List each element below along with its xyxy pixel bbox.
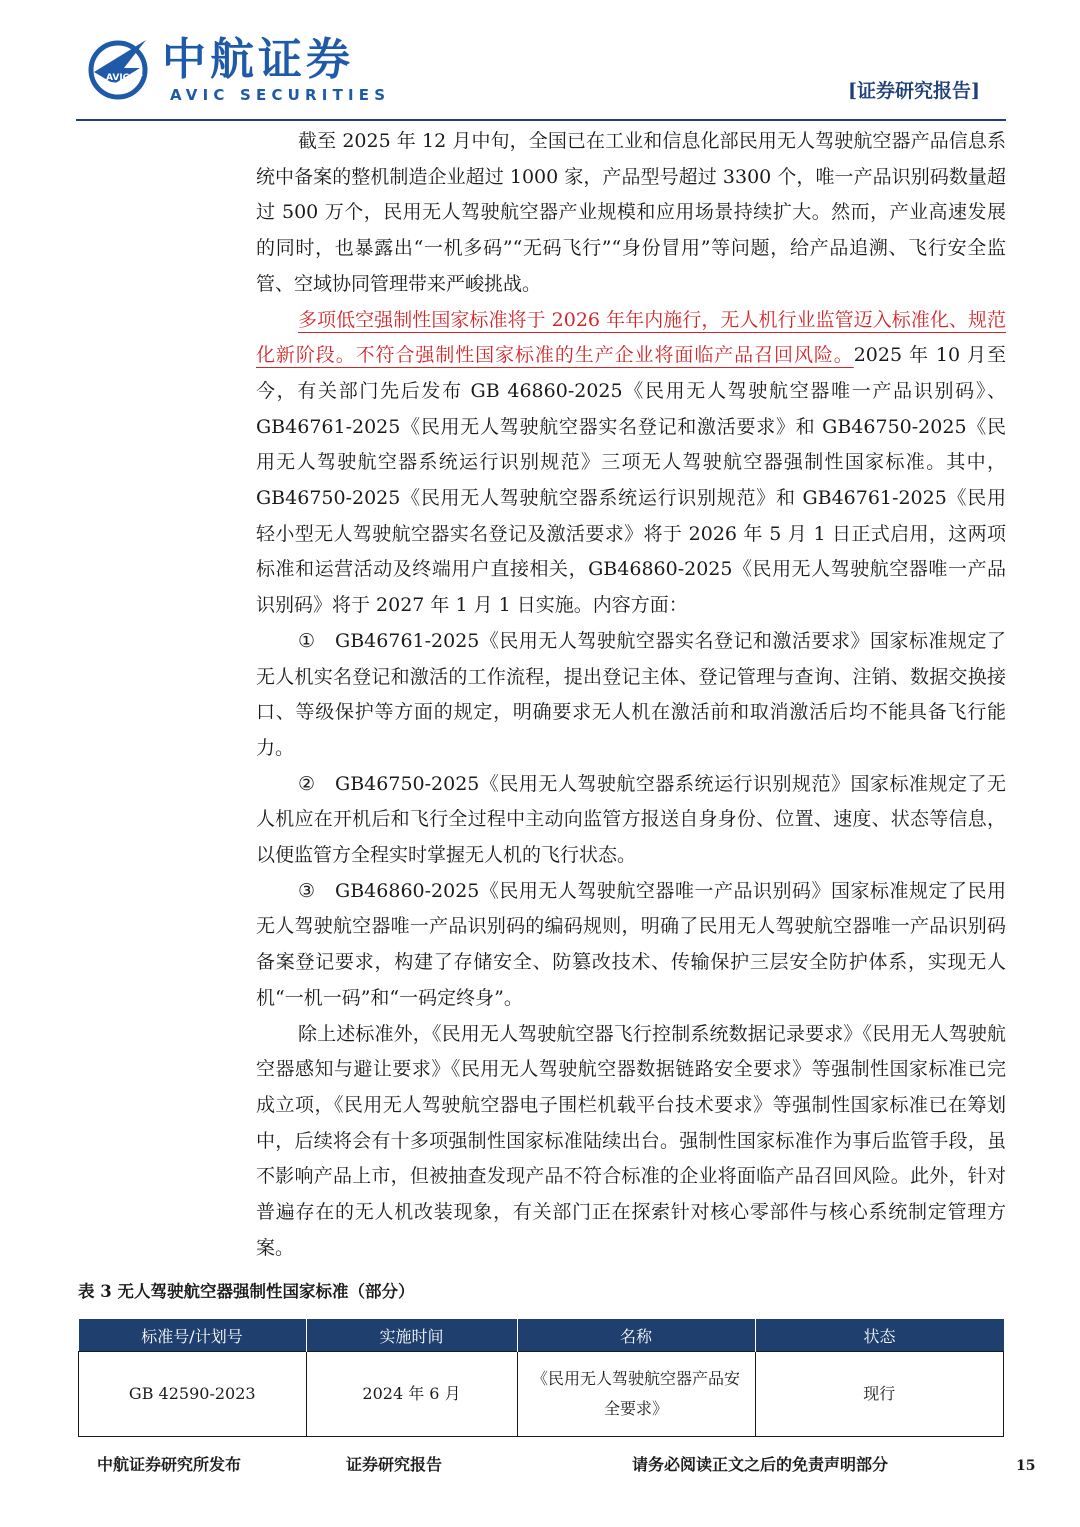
main-body	[256, 124, 1006, 1267]
paragraph-standard-2: ② GB46750-2025《民用无人驾驶航空器系统运行识别规范》国家标准规定了无人机应在开机后和飞行全过程中主动向监管方报送自身身份、位置、速度、状态等信息，以便监管方全程实时掌握无人机的飞行状态。	[256, 772, 1006, 867]
header-divider	[76, 119, 1006, 121]
column-header: 状态	[755, 1319, 1004, 1352]
table-cell: 《民用无人驾驶航空器产品安全要求》	[517, 1352, 755, 1437]
highlighted-conclusion: 多项低空强制性国家标准将于 2026 年年内施行，无人机行业监管迈入标准化、规范化新阶段。不符合强制性国家标准的生产企业将面临产品召回风险。	[256, 308, 1006, 367]
column-header: 名称	[517, 1319, 755, 1352]
table-cell: 2024 年 6 月	[306, 1352, 517, 1437]
footer-report-type: 证券研究报告	[346, 1455, 443, 1474]
table-row	[79, 1352, 1004, 1437]
logo-english-name: AVIC SECURITIES	[170, 86, 391, 104]
paragraph-future-standards: 除上述标准外，《民用无人驾驶航空器飞行控制系统数据记录要求》《民用无人驾驶航空器感知与避让要求》《民用无人驾驶航空器数据链路安全要求》等强制性国家标准已完成立项，《民用无人驾驶航空器电子围栏机载平台技术要求》等强制性国家标准已在筹划中，后续将会有十多项强制性国家标准陆续出台。强制性国家标准作为事后监管手段，虽不影响产品上市，但被抽查发现产品不符合标准的企业将面临产品召回风险。此外，针对普遍存在的无人机改装现象，有关部门正在探索针对核心零部件与核心系统制定管理方案。	[256, 1022, 1006, 1259]
footer-disclaimer: 请务必阅读正文之后的免责声明部分	[632, 1455, 889, 1474]
paragraph-registration-stats: 截至 2025 年 12 月中旬，全国已在工业和信息化部民用无人驾驶航空器产品信息系统中备案的整机制造企业超过 1000 家，产品型号超过 3300 个，唯一产品识别码数量超过 500 万个，民用无人驾驶航空器产业规模和应用场景持续扩大。然而，产业高速发展的同时，也暴露出“一机多码”“无码飞行”“身份冒用”等问题，给产品追溯、飞行安全监管、空域协同管理带来严峻挑战。	[256, 130, 1006, 295]
paragraph-standards-overview	[256, 303, 1006, 624]
standards-table	[78, 1319, 1004, 1437]
table-header-row	[79, 1319, 1004, 1352]
table-caption: 表 3 无人驾驶航空器强制性国家标准（部分）	[78, 1282, 415, 1301]
page-number: 15	[1016, 1458, 1036, 1474]
logo-chinese-name: 中航证券	[162, 34, 354, 85]
report-type-tag: [证券研究报告]	[848, 80, 980, 102]
page-footer	[0, 1452, 1080, 1492]
logo-badge-text: AVIC	[106, 73, 130, 83]
column-header: 标准号/计划号	[79, 1319, 307, 1352]
paragraph-standards-detail: 2025 年 10 月至今，有关部门先后发布 GB 46860-2025《民用无人驾驶航空器唯一产品识别码》、GB46761-2025《民用无人驾驶航空器实名登记和激活要求》和 GB46750-2025《民用无人驾驶航空器系统运行识别规范》三项无人驾驶航空器强制性国家标准。其中，GB46750-2025《民用无人驾驶航空器系统运行识别规范》和 GB46761-2025《民用轻小型无人驾驶航空器实名登记及激活要求》将于 2026 年 5 月 1 日正式启用，这两项标准和运营活动及终端用户直接相关，GB46860-2025《民用无人驾驶航空器唯一产品识别码》将于 2027 年 1 月 1 日实施。内容方面：	[256, 344, 1006, 617]
footer-publisher: 中航证券研究所发布	[97, 1455, 242, 1474]
avic-logo-icon	[84, 34, 152, 102]
paragraph-standard-1: ① GB46761-2025《民用无人驾驶航空器实名登记和激活要求》国家标准规定了无人机实名登记和激活的工作流程，提出登记主体、登记管理与查询、注销、数据交换接口、等级保护等方面的规定，明确要求无人机在激活前和取消激活后均不能具备飞行能力。	[256, 629, 1006, 759]
table-cell: GB 42590-2023	[79, 1352, 307, 1437]
paragraph-standard-3: ③ GB46860-2025《民用无人驾驶航空器唯一产品识别码》国家标准规定了民用无人驾驶航空器唯一产品识别码的编码规则，明确了民用无人驾驶航空器唯一产品识别码备案登记要求，构建了存储安全、防篡改技术、传输保护三层安全防护体系，实现无人机“一机一码”和“一码定终身”。	[256, 879, 1006, 1009]
column-header: 实施时间	[306, 1319, 517, 1352]
page-header	[0, 0, 1080, 125]
table-cell: 现行	[755, 1352, 1004, 1437]
